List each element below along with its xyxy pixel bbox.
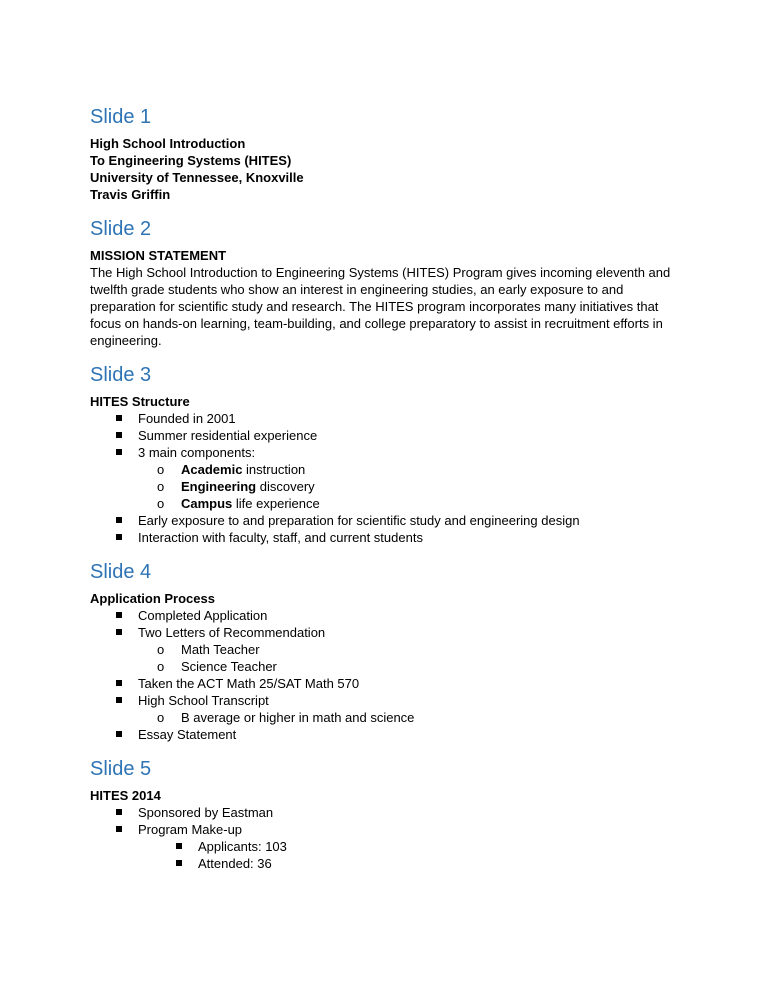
slide-3-body [90, 393, 690, 546]
list-item-text: Two Letters of Recommendation [138, 625, 326, 640]
list-item-text: 3 main components: [138, 445, 256, 460]
slide-2-section [90, 216, 690, 349]
square-bullet-icon [176, 843, 182, 849]
sub-item-text: Math Teacher [181, 642, 260, 657]
circle-bullet-icon: o [157, 710, 165, 725]
sub-item-text: instruction [242, 462, 306, 477]
square-bullet-icon [116, 697, 122, 703]
square-bullet-icon [116, 809, 122, 815]
slide-1-line: University of Tennessee, Knoxville [90, 170, 304, 185]
square-bullet-icon [116, 432, 122, 438]
circle-bullet-icon: o [157, 462, 165, 477]
list-item-text: Sponsored by Eastman [138, 805, 274, 820]
slide-5-heading: HITES 2014 [90, 788, 161, 803]
list-item [90, 529, 690, 546]
sub-item-text: B average or higher in math and science [181, 710, 415, 725]
sub-list-item [90, 855, 690, 872]
slide-4-heading: Application Process [90, 591, 215, 606]
square-bullet-icon [116, 680, 122, 686]
list-item [90, 444, 690, 461]
sub-list-item [90, 838, 690, 855]
sub-list-item [90, 709, 690, 726]
circle-bullet-icon: o [157, 642, 165, 657]
slide-1-line: High School Introduction [90, 136, 246, 151]
slide-4-section [90, 559, 690, 743]
slide-1-line: To Engineering Systems (HITES) [90, 153, 292, 168]
slide-4-list [90, 607, 690, 743]
slide-5-title: Slide 5 [90, 758, 152, 780]
slide-5-section [90, 756, 690, 872]
slide-1-section [90, 104, 690, 203]
list-item [90, 804, 690, 821]
slide-3-title: Slide 3 [90, 364, 152, 386]
list-item [90, 512, 690, 529]
list-item-text: Taken the ACT Math 25/SAT Math 570 [138, 676, 360, 691]
slide-5-list [90, 804, 690, 872]
sub-item-bold: Engineering [181, 479, 257, 494]
slide-1-line: Travis Griffin [90, 187, 171, 202]
list-item [90, 427, 690, 444]
square-bullet-icon [116, 517, 122, 523]
sub-item-bold: Academic [181, 462, 243, 477]
square-bullet-icon [116, 826, 122, 832]
slide-4-title: Slide 4 [90, 561, 152, 583]
list-item [90, 692, 690, 709]
square-bullet-icon [116, 612, 122, 618]
slide-4-body [90, 590, 690, 743]
sub-item-bold: Campus [181, 496, 233, 511]
list-item-text: Completed Application [138, 608, 268, 623]
sub-list-item [90, 461, 690, 478]
slide-2-heading: MISSION STATEMENT [90, 248, 227, 263]
circle-bullet-icon: o [157, 479, 165, 494]
sub-list-item [90, 641, 690, 658]
list-item-text: Founded in 2001 [138, 411, 236, 426]
sub-item-text: life experience [232, 496, 320, 511]
slide-3-heading: HITES Structure [90, 394, 190, 409]
sub-list-item [90, 658, 690, 675]
square-bullet-icon [116, 449, 122, 455]
list-item [90, 607, 690, 624]
slide-2-body [90, 247, 690, 349]
square-bullet-icon [176, 860, 182, 866]
slide-5-body [90, 787, 690, 872]
document-content [90, 104, 690, 885]
slide-3-section [90, 362, 690, 546]
sub-item-text: Applicants: 103 [198, 839, 287, 854]
square-bullet-icon [116, 731, 122, 737]
list-item [90, 726, 690, 743]
square-bullet-icon [116, 629, 122, 635]
list-item-text: Program Make-up [138, 822, 243, 837]
list-item-text: High School Transcript [138, 693, 269, 708]
sub-item-text: Attended: 36 [198, 856, 272, 871]
list-item-text: Summer residential experience [138, 428, 318, 443]
slide-3-list [90, 410, 690, 546]
circle-bullet-icon: o [157, 659, 165, 674]
sub-item-text: discovery [256, 479, 315, 494]
circle-bullet-icon: o [157, 496, 165, 511]
slide-2-title: Slide 2 [90, 218, 152, 240]
list-item [90, 821, 690, 838]
sub-list-item [90, 495, 690, 512]
slide-1-body [90, 135, 690, 203]
list-item-text: Essay Statement [138, 727, 237, 742]
slide-1-title: Slide 1 [90, 106, 152, 128]
sub-list-item [90, 478, 690, 495]
list-item-text: Early exposure to and preparation for scientific study and engineering design [138, 513, 580, 528]
list-item [90, 410, 690, 427]
square-bullet-icon [116, 534, 122, 540]
sub-item-text: Science Teacher [181, 659, 277, 674]
square-bullet-icon [116, 415, 122, 421]
list-item-text: Interaction with faculty, staff, and current students [138, 530, 423, 545]
list-item [90, 675, 690, 692]
list-item [90, 624, 690, 641]
slide-2-paragraph: The High School Introduction to Engineering Systems (HITES) Program gives incoming eleventh and twelfth grade students who show an interest in engineering studies, an early exposure to and preparation for scientific study and research. The HITES program incorporates many initiatives that focus on hands-on learning, team-building, and college preparatory to assist in recruitment efforts in engineering. [90, 265, 671, 348]
